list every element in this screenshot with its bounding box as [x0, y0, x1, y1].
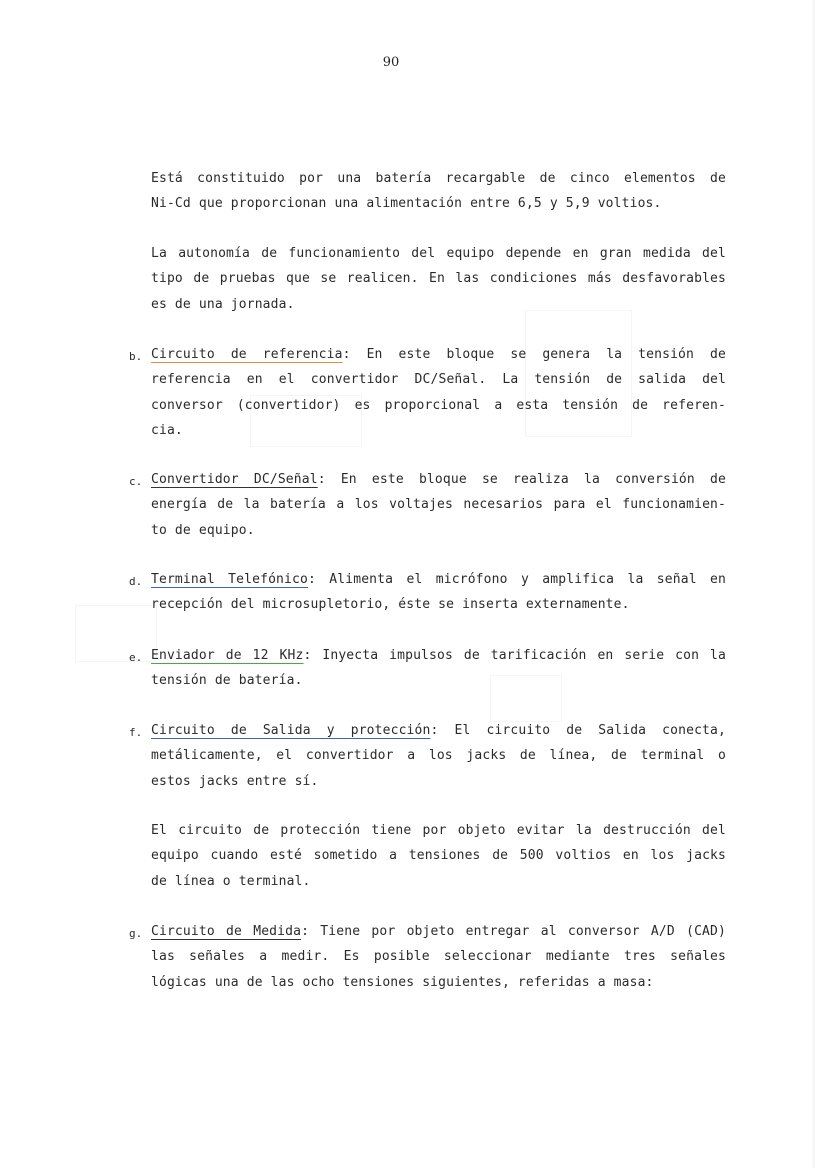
text-line: equipo cuando esté sometido a tensiones de 500 voltios en los jacks — [151, 848, 726, 864]
item-term: Convertidor DC/Señal — [151, 472, 318, 487]
item-circuito-salida-proteccion — [129, 718, 726, 794]
text-line: tipo de pruebas que se realicen. En las condiciones más desfavorables — [151, 271, 726, 287]
text-line: cia. — [151, 422, 183, 438]
item-marker: c. — [129, 475, 143, 488]
item-first-line — [151, 567, 726, 592]
item-circuito-medida — [129, 919, 726, 995]
text-line: energía de la batería a los voltajes necesarios para el funcionamien- — [151, 497, 726, 513]
item-first-line — [151, 718, 726, 743]
text-line: las señales a medir. Es posible seleccionar mediante tres señales — [151, 949, 726, 965]
text-line: de línea o terminal. — [151, 873, 311, 889]
item-term: Terminal Telefónico — [151, 572, 308, 587]
text-line: Ni-Cd que proporcionan una alimentación entre 6,5 y 5,9 voltios. — [151, 196, 662, 212]
text-line: recepción del microsupletorio, éste se inserta externamente. — [151, 597, 630, 613]
item-marker: g. — [129, 927, 143, 940]
item-marker: d. — [129, 575, 143, 588]
proteccion-paragraph — [151, 818, 726, 894]
text-line: referencia en el convertidor DC/Señal. La tensión de salida del — [151, 372, 726, 388]
text-line: tensión de batería. — [151, 673, 303, 689]
item-first-line — [151, 919, 726, 944]
page-edge-shadow — [811, 0, 815, 1168]
item-circuito-referencia — [129, 342, 726, 443]
item-first-rest: : El circuito de Salida conecta, — [430, 723, 726, 738]
text-line: El circuito de protección tiene por objeto evitar la destrucción del — [151, 823, 726, 838]
page-number: 90 — [382, 55, 400, 70]
show-through-box — [75, 605, 157, 662]
item-first-rest: : En este bloque se realiza la conversión de — [317, 472, 726, 487]
item-term: Circuito de Medida — [151, 924, 302, 939]
item-first-rest: : Inyecta impulsos de tarificación en serie con la — [303, 648, 726, 663]
text-line: Está constituido por una batería recargable de cinco elementos de — [151, 171, 726, 186]
item-terminal-telefonico — [129, 567, 726, 618]
text-line: es de una jornada. — [151, 296, 295, 312]
item-first-rest: : En este bloque se genera la tensión de — [342, 347, 726, 362]
item-term: Enviador de 12 KHz — [151, 648, 304, 663]
intro-paragraph-2 — [151, 241, 726, 317]
item-first-line — [151, 342, 726, 367]
text-line: metálicamente, el convertidor a los jacks de línea, de terminal o — [151, 748, 726, 764]
item-marker: f. — [129, 726, 143, 739]
item-first-rest: : Alimenta el micrófono y amplifica la señal en — [307, 572, 726, 587]
item-first-rest: : Tiene por objeto entregar al conversor A/D (CAD) — [301, 924, 726, 939]
item-marker: e. — [129, 651, 143, 664]
item-term: Circuito de referencia — [151, 347, 343, 362]
item-enviador-12khz — [129, 643, 726, 694]
text-line: lógicas una de las ocho tensiones siguientes, referidas a masa: — [151, 974, 654, 990]
text-line: La autonomía de funcionamiento del equipo depende en gran medida del — [151, 246, 726, 261]
text-line: estos jacks entre sí. — [151, 773, 319, 789]
item-first-line — [151, 643, 726, 668]
item-marker: b. — [129, 350, 143, 363]
item-convertidor-dc-senal — [129, 467, 726, 543]
item-term: Circuito de Salida y protección — [151, 723, 431, 738]
intro-paragraph-1 — [151, 166, 726, 217]
text-line: to de equipo. — [151, 522, 255, 538]
item-first-line — [151, 467, 726, 492]
text-line: conversor (convertidor) es proporcional a esta tensión de referen- — [151, 397, 726, 413]
